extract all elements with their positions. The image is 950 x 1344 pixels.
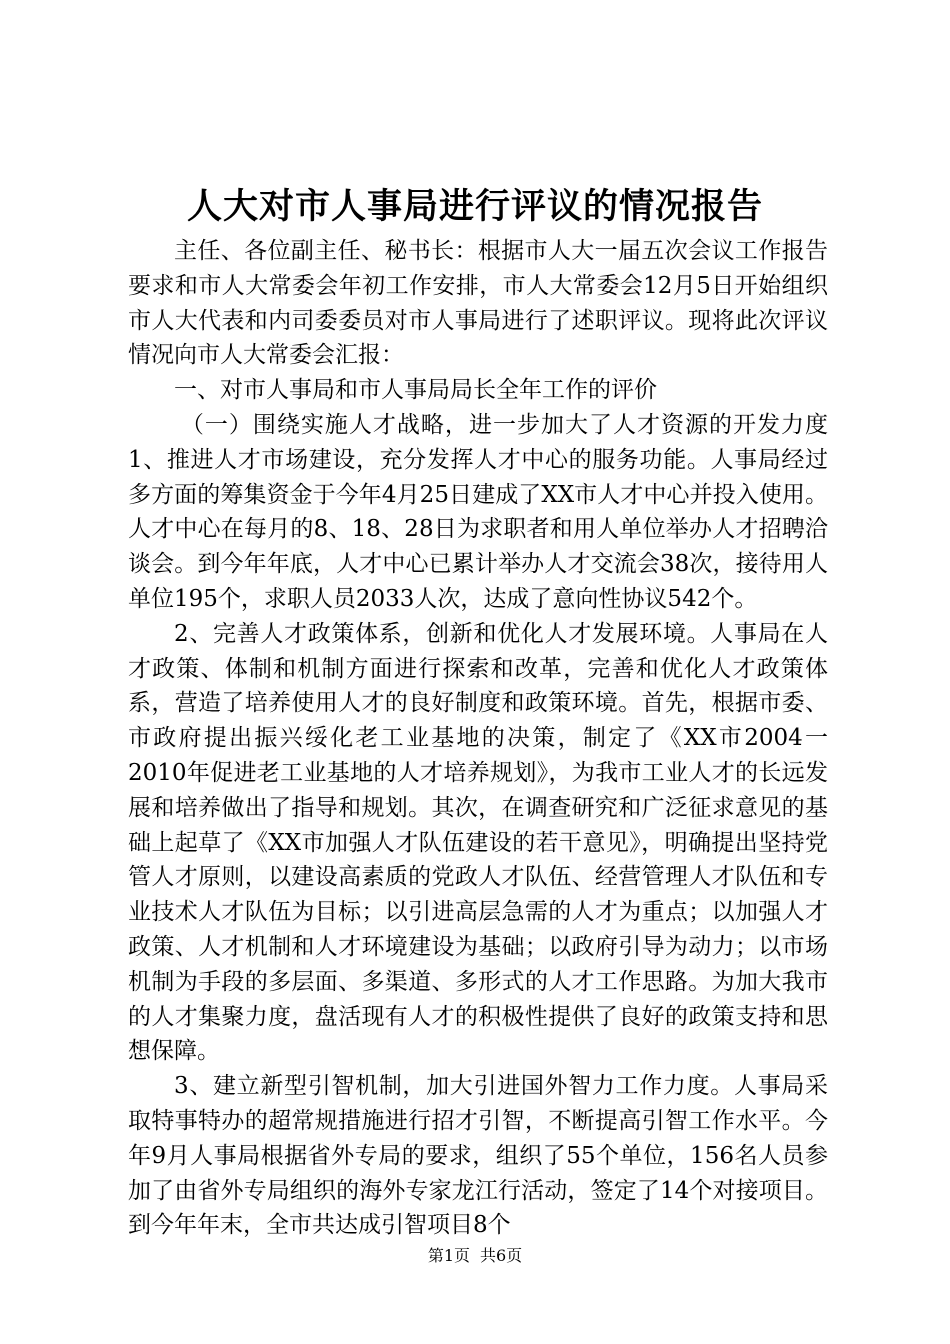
paragraph-talent-strategy: （一）围绕实施人才战略，进一步加大了人才资源的开发力度1、推进人才市场建设，充分发挥人才中心的服务功能。人事局经过多方面的筹集资金于今年4月25日建成了XX市人才中心并投入使用。人才中心在每月的8、18、28日为求职者和用人单位举办人才招聘洽谈会。到今年年底，人才中心已累计举办人才交流会38次，接待用人单位195个，求职人员2033人次，达成了意向性协议542个。 <box>128 411 828 612</box>
section-heading-evaluation: 一、对市人事局和市人事局局长全年工作的评价 <box>174 377 657 404</box>
page-number: 第1页 <box>427 1246 470 1265</box>
paragraph-talent-introduction: 3、建立新型引智机制，加大引进国外智力工作力度。人事局采取特事特办的超常规措施进行招才引智，不断提高引智工作水平。今年9月人事局根据省外专局的要求，组织了55个单位，156名人员参加了由省外专局组织的海外专家龙江行活动，签定了14个对接项目。到今年年末，全市共达成引智项目8个 <box>128 1073 828 1239</box>
document-title: 人大对市人事局进行评议的情况报告 <box>186 186 763 227</box>
paragraph-intro: 主任、各位副主任、秘书长：根据市人大一届五次会议工作报告要求和市人大常委会年初工作安排，市人大常委会12月5日开始组织市人大代表和内司委委员对市人事局进行了述职评议。现将此次评议情况向市人大常委会汇报： <box>128 238 828 369</box>
page-total: 共6页 <box>480 1246 523 1265</box>
document-body <box>128 234 828 1243</box>
paragraph-talent-policy: 2、完善人才政策体系，创新和优化人才发展环境。人事局在人才政策、体制和机制方面进行探索和改革，完善和优化人才政策体系，营造了培养使用人才的良好制度和政策环境。首先，根据市委、市政府提出振兴绥化老工业基地的决策，制定了《XX市2004一2010年促进老工业基地的人才培养规划》，为我市工业人才的长远发展和培养做出了指导和规划。其次，在调查研究和广泛征求意见的基础上起草了《XX市加强人才队伍建设的若干意见》，明确提出坚持党管人才原则，以建设高素质的党政人才队伍、经营管理人才队伍和专业技术人才队伍为目标；以引进高层急需的人才为重点；以加强人才政策、人才机制和人才环境建设为基础；以政府引导为动力；以市场机制为手段的多层面、多渠道、多形式的人才工作思路。为加大我市的人才集聚力度，盘活现有人才的积极性提供了良好的政策支持和思想保障。 <box>128 620 828 1065</box>
page-footer <box>0 1245 950 1267</box>
